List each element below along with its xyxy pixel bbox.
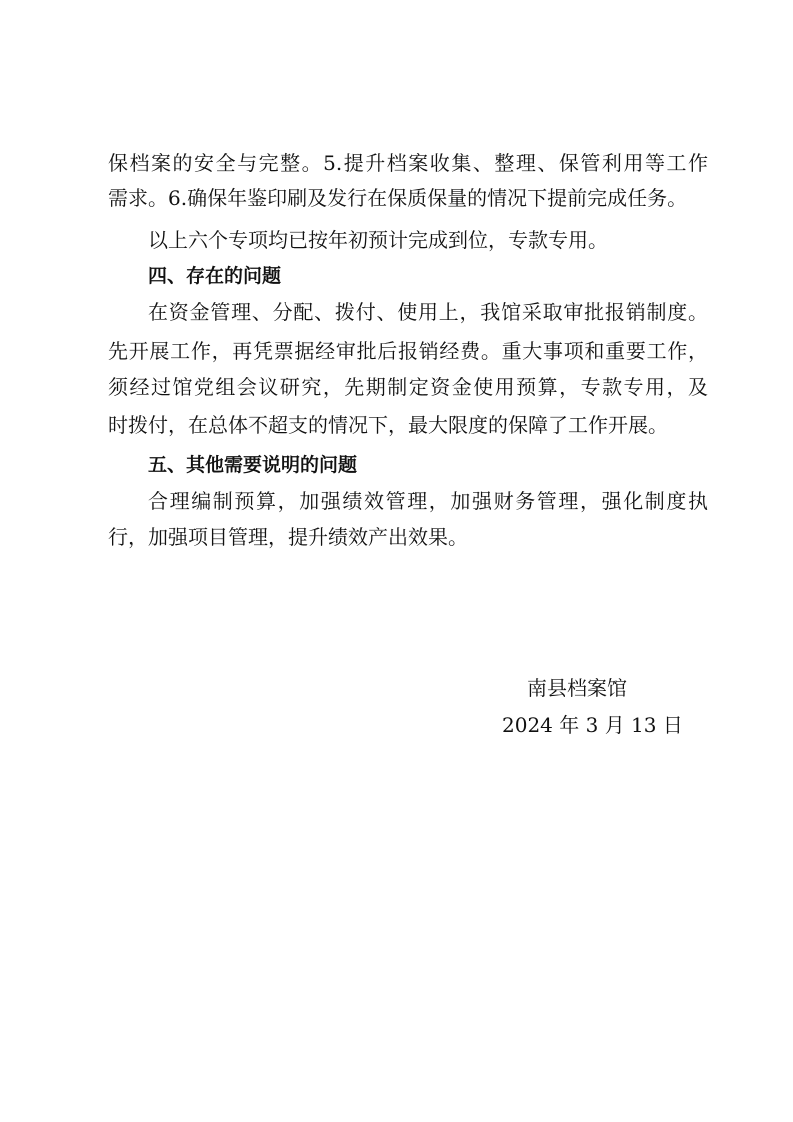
body-line: 时拨付，在总体不超支的情况下，最大限度的保障了工作开展。 bbox=[108, 413, 668, 437]
body-line: 以上六个专项均已按年初预计完成到位，专款专用。 bbox=[148, 228, 608, 252]
signature-date: 2024 年 3 月 13 日 bbox=[502, 713, 683, 737]
body-line: 须经过馆党组会议研究，先期制定资金使用预算，专款专用，及 bbox=[108, 375, 708, 399]
body-line: 行，加强项目管理，提升绩效产出效果。 bbox=[108, 525, 468, 549]
section-heading: 五、其他需要说明的问题 bbox=[148, 454, 358, 476]
body-line: 保档案的安全与完整。5.提升档案收集、整理、保管利用等工作 bbox=[108, 151, 708, 175]
signature-organization: 南县档案馆 bbox=[527, 676, 627, 700]
body-line: 需求。6.确保年鉴印刷及发行在保质保量的情况下提前完成任务。 bbox=[108, 186, 688, 210]
body-line: 合理编制预算，加强绩效管理，加强财务管理，强化制度执 bbox=[148, 489, 708, 513]
section-heading: 四、存在的问题 bbox=[148, 265, 282, 287]
body-line: 在资金管理、分配、拨付、使用上，我馆采取审批报销制度。 bbox=[148, 300, 708, 324]
body-line: 先开展工作，再凭票据经审批后报销经费。重大事项和重要工作， bbox=[108, 339, 708, 363]
